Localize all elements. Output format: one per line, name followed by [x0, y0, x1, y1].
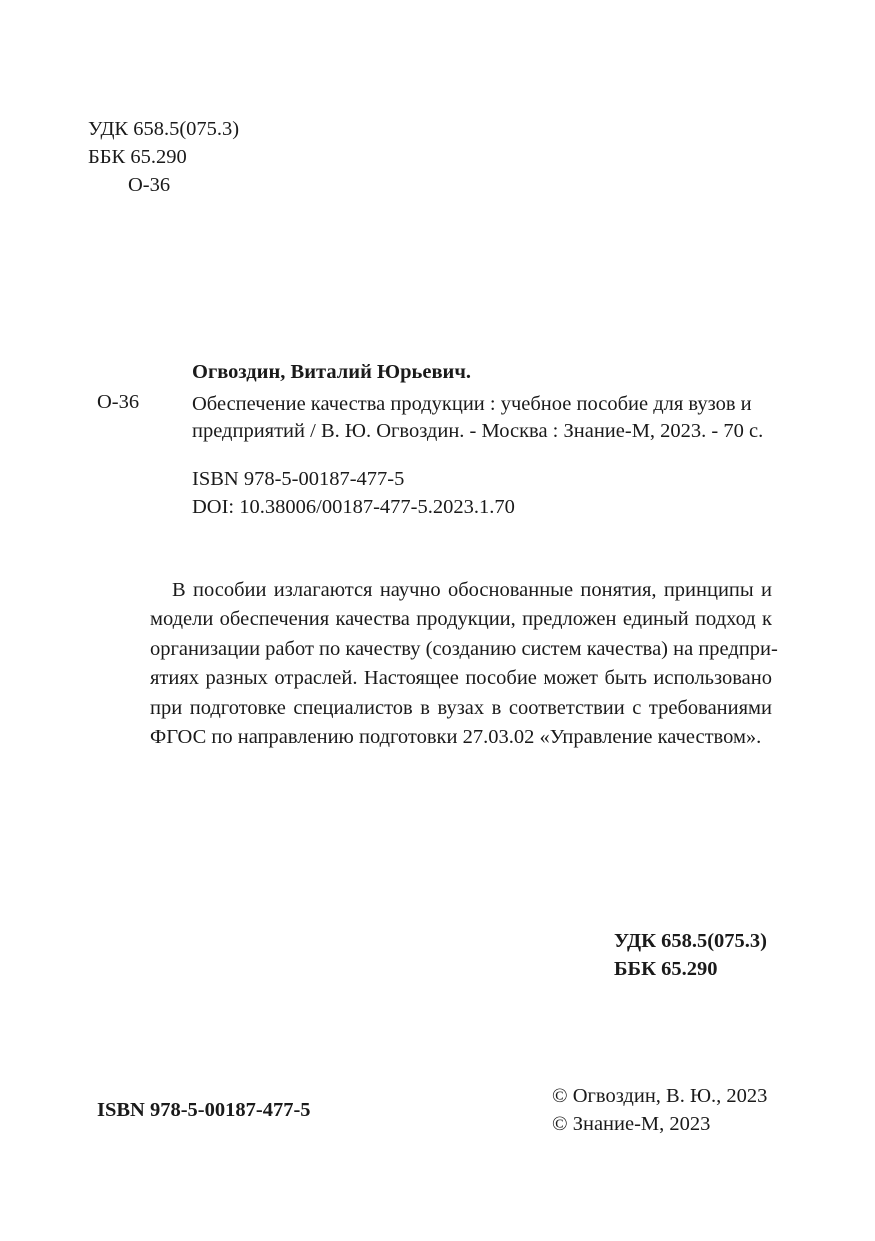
annotation-line: ятиях разных отраслей. Настоящее пособие может быть использовано: [150, 667, 772, 690]
annotation-line: организации работ по качеству (созданию систем качества) на предпри-: [150, 637, 778, 660]
catalog-description-line: предприятий / В. Ю. Огвоздин. - Москва : Знание-М, 2023. - 70 с.: [192, 420, 764, 442]
catalog-doi: DOI: 10.38006/00187-477-5.2023.1.70: [192, 496, 515, 518]
copyright-author: © Огвоздин, В. Ю., 2023: [552, 1085, 768, 1107]
udk-code-bottom: УДК 658.5(075.3): [614, 930, 767, 952]
udk-code-top: УДК 658.5(075.3): [88, 118, 240, 140]
catalog-author-sign: О-36: [97, 391, 140, 413]
bbk-code-top: ББК 65.290: [88, 146, 187, 168]
catalog-author: Огвоздин, Виталий Юрьевич.: [192, 361, 472, 383]
annotation-line: при подготовке специалистов в вузах в соответствии с требованиями: [150, 696, 772, 719]
annotation-line: В пособии излагаются научно обоснованные понятия, принципы и: [172, 579, 772, 601]
annotation-line: модели обеспечения качества продукции, предложен единый подход к: [150, 608, 772, 631]
catalog-description: [192, 391, 772, 445]
bbk-code-bottom: ББК 65.290: [614, 958, 718, 980]
footer-isbn: ISBN 978-5-00187-477-5: [97, 1099, 311, 1121]
author-sign-top: О-36: [128, 174, 171, 196]
catalog-description-line: Обеспечение качества продукции : учебное пособие для вузов и: [192, 393, 752, 415]
catalog-isbn: ISBN 978-5-00187-477-5: [192, 468, 405, 490]
copyright-publisher: © Знание-М, 2023: [552, 1113, 711, 1135]
annotation-paragraph: [150, 576, 778, 752]
annotation-line: ФГОС по направлению подготовки 27.03.02 «Управление качеством».: [150, 726, 762, 749]
